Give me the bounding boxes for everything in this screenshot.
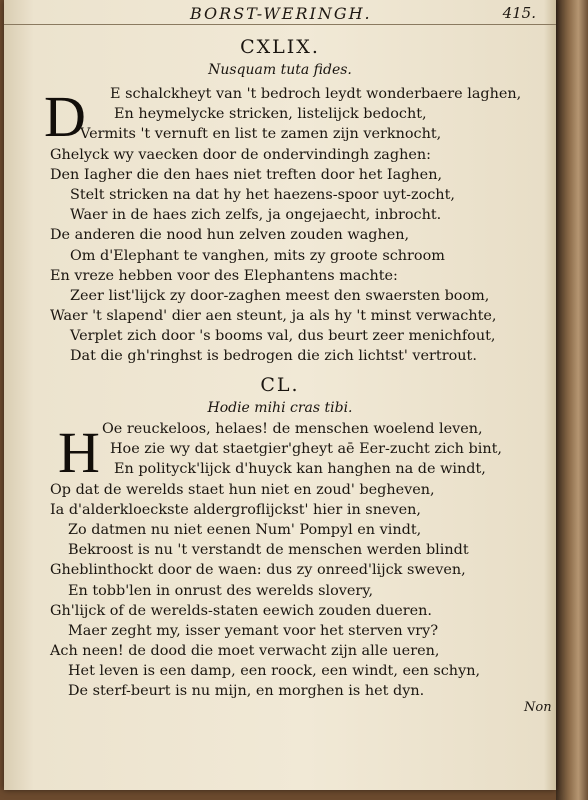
drop-capital: H [58,420,100,485]
verse-line: En tobb'len in onrust des werelds slovery, [68,582,374,599]
verse-line: Bekroost is nu 't verstandt de menschen werden blindt [68,542,469,559]
poem-number: CL. [260,374,300,396]
verse-line: E schalckheyt van 't bedroch leydt wonderbaere laghen, [110,86,522,102]
verse-line: Waer 't slapend' dier aen steunt, ja als hy 't minst verwachte, [50,308,497,325]
verse-line: De anderen die nood hun zelven zouden waghen, [50,227,410,244]
verse-line: Ia d'alderkloeckste aldergroflijckst' hier in sneven, [50,501,421,518]
verse-line: Ach neen! de dood die moet verwacht zijn alle ueren, [50,643,440,660]
verse-line: De sterf-beurt is nu mijn, en morghen is het dyn. [68,683,425,700]
verse-line: Den Iagher die den haes niet treften door het Iaghen, [50,166,443,183]
poem-text [48,419,548,702]
verse-line: Waer in de haes zich zelfs, ja ongejaecht, inbrocht. [70,207,442,224]
verse-line: Om d'Elephant te vanghen, mits zy groote schroom [70,247,445,264]
verse-line: En polityck'lijck d'huyck kan hanghen na de windt, [114,461,486,478]
book-fore-edge [556,0,588,800]
book-page [4,0,556,790]
verse-line: Hoe zie wy dat staetgier'gheyt aē Eer-zucht zich bint, [110,441,502,458]
verse-line: Gh'lijck of de werelds-staten eewich zouden dueren. [50,602,432,619]
poem-number: CXLIX. [240,36,320,58]
running-title: BORST-WERINGH. [190,4,372,23]
verse-line: Ghelyck wy vaecken door de ondervindingh zaghen: [50,146,432,163]
verse-line: Oe reuckeloos, helaes! de menschen woelend leven, [102,421,483,437]
verse-line: En vreze hebben voor des Elephantens machte: [50,267,398,284]
poem-motto: Hodie mihi cras tibi. [207,400,353,416]
poem-motto: Nusquam tuta fides. [208,62,352,78]
verse-line: Verplet zich door 's booms val, dus beurt zeer menichfout, [70,328,496,345]
verse-line: Vermits 't vernuft en list te zamen zijn verknocht, [80,126,442,143]
verse-line: Gheblinthockt door de waen: dus zy onreed'lijck sweven, [50,562,466,579]
verse-line: Zo datmen nu niet eenen Num' Pompyl en vindt, [68,521,422,538]
verse-line: Zeer list'lijck zy door-zaghen meest den swaersten boom, [70,287,490,304]
verse-line: En heymelycke stricken, listelijck bedocht, [114,106,427,123]
verse-line: Het leven is een damp, een roock, een windt, een schyn, [68,663,481,680]
verse-line: Maer zeght my, isser yemant voor het sterven vry? [68,622,439,639]
page-number: 415. [502,4,536,22]
verse-line: Dat die gh'ringhst is bedrogen die zich lichtst' vertrout. [70,348,477,365]
verse-line: Stelt stricken na dat hy het haezens-spoor uyt-zocht, [70,186,455,203]
drop-capital: D [44,84,86,149]
verse-line: Op dat de werelds staet hun niet en zoud' begheven, [50,481,435,498]
running-head [4,2,556,25]
catchword: Non [524,700,552,715]
poem-text [48,84,548,367]
